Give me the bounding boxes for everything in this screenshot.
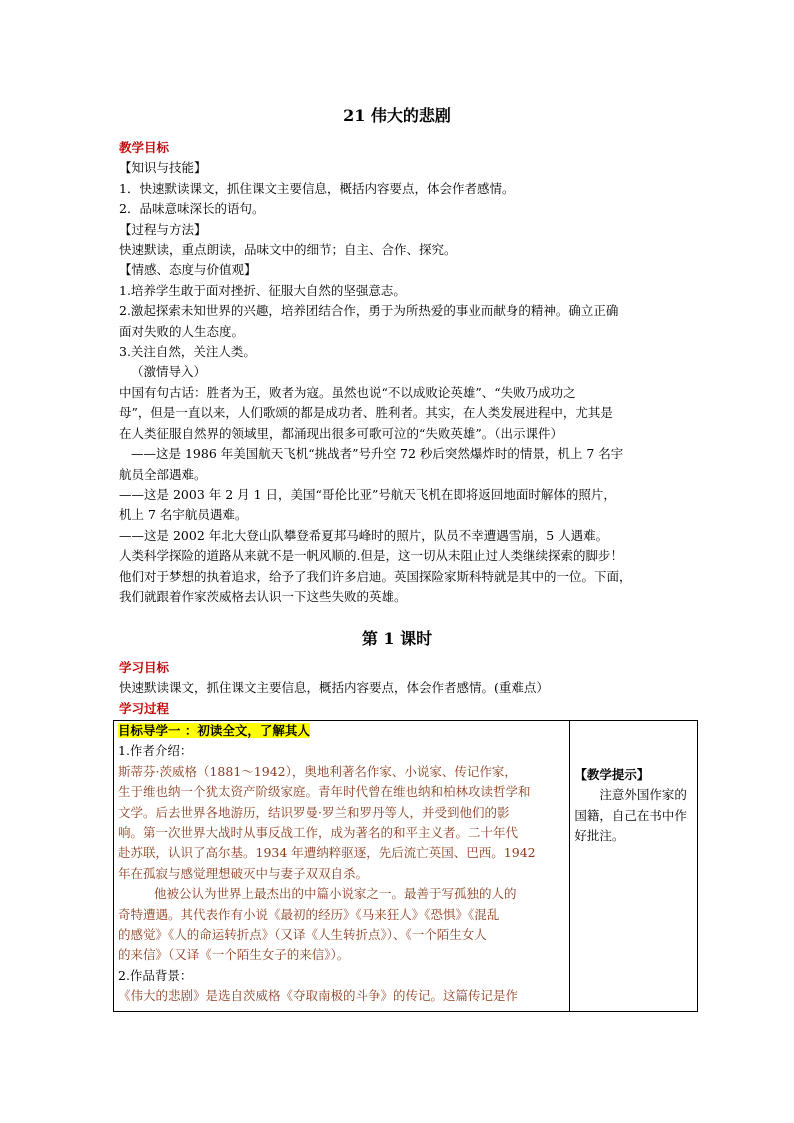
lesson-title: 第 1 课时 — [361, 629, 433, 648]
works-line: 的来信》（又译《一个陌生女子的来信》）。 — [118, 947, 350, 963]
author-line: 斯蒂芬·茨威格（1881～1942），奥地利著名作家、小说家、传记作家， — [118, 763, 517, 779]
works-line: 他被公认为世界上最杰出的中篇小说家之一。最善于写孤独的人的 — [154, 886, 517, 902]
intro-line: 人类科学探险的道路从来就不是一帆风顺的.但是，这一切从未阻止过人类继续探索的脚步！ — [119, 548, 623, 564]
lesson-plan-table — [113, 720, 698, 1012]
intro-line: ——这是 2003 年 2 月 1 日，美国“哥伦比亚”号航天飞机在即将返回地面时解体的照片， — [119, 486, 616, 502]
emotion-item: 2.激起探索未知世界的兴趣，培养团结合作，勇于为所热爱的事业而献身的精神。确立正确 — [119, 303, 619, 319]
intro-line: ——这是 2002 年北大登山队攀登希夏邦马峰时的照片，队员不幸遭遇雪崩，5 人遇难。 — [119, 527, 609, 543]
background-subheading: 2.作品背景： — [118, 967, 193, 983]
learning-goal-heading: 学习目标 — [119, 660, 170, 675]
knowledge-item: 1．快速默读课文，抓住课文主要信息，概括内容要点，体会作者感情。 — [119, 180, 515, 196]
tip-text: 注意外国作家的国籍，自己在书中作好批注。 — [574, 787, 687, 844]
background-line: 《伟大的悲剧》是选自茨威格《夺取南极的斗争》的传记。这篇传记是作 — [118, 988, 519, 1004]
author-line: 赴苏联，认识了高尔基。1934 年遭纳粹驱逐，先后流亡英国、巴西。1942 — [118, 845, 536, 861]
emotion-item: 1.培养学生敢于面对挫折、征服大自然的坚强意志。 — [119, 282, 406, 298]
section-heading: 目标导学一 ：初读全文，了解其人 — [118, 723, 310, 738]
emotion-heading: 【情感、态度与价值观】 — [119, 262, 257, 278]
main-cell — [114, 721, 570, 1012]
page-title: 21 伟大的悲剧 — [343, 106, 451, 125]
intro-line: 我们就跟着作家茨威格去认识一下这些失败的英雄。 — [119, 588, 407, 604]
knowledge-item: 2．品味意味深长的语句。 — [119, 201, 265, 217]
process-heading: 【过程与方法】 — [119, 221, 207, 237]
tip-title: 【教学提示】 — [574, 767, 650, 782]
intro-line: 航员全部遇难。 — [119, 466, 207, 482]
tip-cell — [570, 721, 698, 1012]
intro-line: 中国有句古话：胜者为王，败者为寇。虽然也说“不以成败论英雄”、“失败乃成功之 — [119, 384, 576, 400]
objectives-heading: 教学目标 — [119, 140, 170, 155]
author-line: 年在孤寂与感觉理想破灭中与妻子双双自杀。 — [118, 865, 369, 881]
intro-line: 母”，但是一直以来，人们歌颂的都是成功者、胜利者。其实，在人类发展进程中，尤其是 — [119, 405, 613, 421]
author-line: 文学。后去世界各地游历，结识罗曼·罗兰和罗丹等人，并受到他们的影 — [118, 804, 510, 820]
intro-line: 在人类征服自然界的领域里，都涌现出很多可歌可泣的“失败英雄”。（出示课件） — [119, 425, 564, 441]
learning-goal-text: 快速默读课文，抓住课文主要信息，概括内容要点，体会作者感情。(重难点） — [119, 680, 549, 696]
works-line: 的感觉》《人的命运转折点》（又译《人生转折点》）、《一个陌生女人 — [118, 927, 487, 943]
author-line: 生于维也纳一个犹太资产阶级家庭。青年时代曾在维也纳和柏林攻读哲学和 — [118, 784, 531, 800]
intro-line: 机上 7 名宇航员遇难。 — [119, 507, 248, 523]
author-line: 响。第一次世界大战时从事反战工作，成为著名的和平主义者。二十年代 — [118, 825, 519, 841]
learning-section — [119, 658, 681, 719]
learning-process-heading: 学习过程 — [119, 700, 170, 716]
emotion-item: 3.关注自然，关注人类。 — [119, 344, 256, 360]
emotion-item: 面对失败的人生态度。 — [119, 323, 245, 339]
intro-line: 他们对于梦想的执着追求，给予了我们许多启迪。英国探险家斯科特就是其中的一位。下面， — [119, 568, 632, 584]
intro-line: ——这是 1986 年美国航天飞机“挑战者”号升空 72 秒后突然爆炸时的情景，机上 7 名宇 — [131, 446, 624, 462]
objectives-section — [119, 138, 681, 607]
knowledge-heading: 【知识与技能】 — [119, 160, 207, 176]
works-line: 奇特遭遇。其代表作有小说《最初的经历》《马来狂人》《恐惧》《混乱 — [118, 906, 500, 922]
intro-heading: （激情导入） — [131, 364, 207, 380]
author-subheading: 1.作者介绍： — [118, 743, 193, 759]
process-text: 快速默读，重点朗读，品味文中的细节；自主、合作、探究。 — [119, 242, 457, 258]
